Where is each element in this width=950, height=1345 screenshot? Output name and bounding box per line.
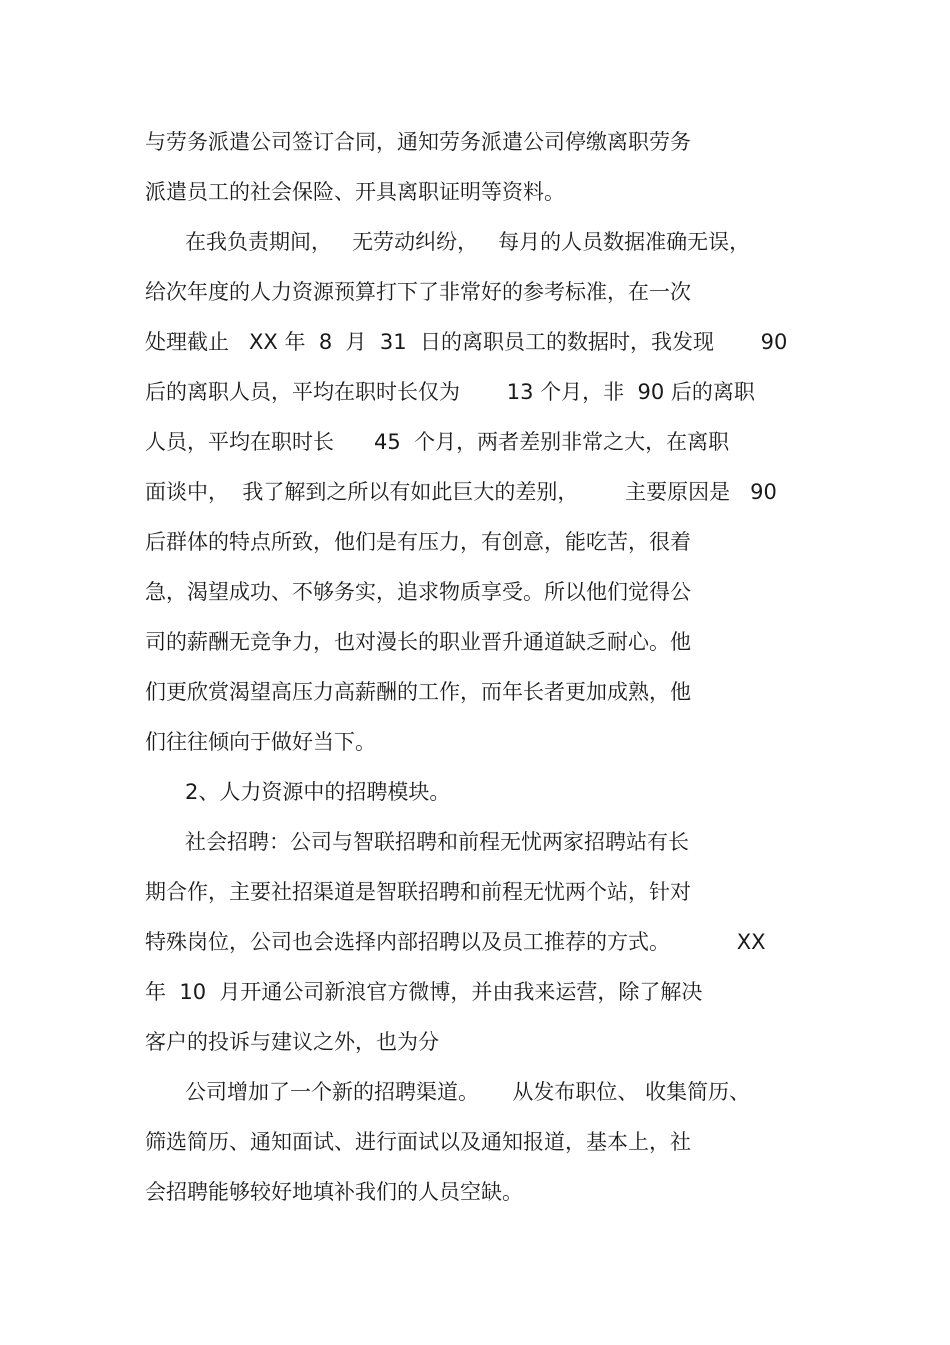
text-line: 特殊岗位，公司也会选择内部招聘以及员工推荐的方式。 XX <box>145 930 766 954</box>
text-line: 在我负责期间， 无劳动纠纷， 每月的人员数据准确无误， <box>145 230 751 254</box>
text-line: 年 10 月开通公司新浪官方微博，并由我来运营，除了解决 <box>145 980 703 1004</box>
text-line: 们更欣赏渴望高压力高薪酬的工作，而年长者更加成熟，他 <box>145 680 691 704</box>
text-line: 司的薪酬无竞争力，也对漫长的职业晋升通道缺乏耐心。他 <box>145 630 691 654</box>
text-line: 公司增加了一个新的招聘渠道。 从发布职位、 收集简历、 <box>145 1080 751 1104</box>
text-line: 给次年度的人力资源预算打下了非常好的参考标准，在一次 <box>145 280 691 304</box>
text-line: 会招聘能够较好地填补我们的人员空缺。 <box>145 1180 523 1204</box>
text-line: 后群体的特点所致，他们是有压力，有创意，能吃苦，很着 <box>145 530 691 554</box>
text-line: 派遣员工的社会保险、开具离职证明等资料。 <box>145 180 565 204</box>
text-line: 人员，平均在职时长 45 个月，两者差别非常之大，在离职 <box>145 430 730 454</box>
text-line: 面谈中， 我了解到之所以有如此巨大的差别， 主要原因是 90 <box>145 480 777 504</box>
text-line: 期合作，主要社招渠道是智联招聘和前程无忧两个站，针对 <box>145 880 691 904</box>
section-heading: 2、人力资源中的招聘模块。 <box>145 780 451 804</box>
text-line: 筛选简历、通知面试、进行面试以及通知报道，基本上，社 <box>145 1130 691 1154</box>
text-line: 客户的投诉与建议之外，也为分 <box>145 1030 439 1054</box>
text-line: 社会招聘：公司与智联招聘和前程无忧两家招聘站有长 <box>145 830 690 854</box>
text-line: 们往往倾向于做好当下。 <box>145 730 376 754</box>
text-line: 急，渴望成功、不够务实，追求物质享受。所以他们觉得公 <box>145 580 691 604</box>
text-line: 后的离职人员，平均在职时长仅为 13 个月，非 90 后的离职 <box>145 380 755 404</box>
text-line: 处理截止 XX 年 8 月 31 日的离职员工的数据时，我发现 90 <box>145 330 788 354</box>
text-line: 与劳务派遣公司签订合同，通知劳务派遣公司停缴离职劳务 <box>145 130 691 154</box>
